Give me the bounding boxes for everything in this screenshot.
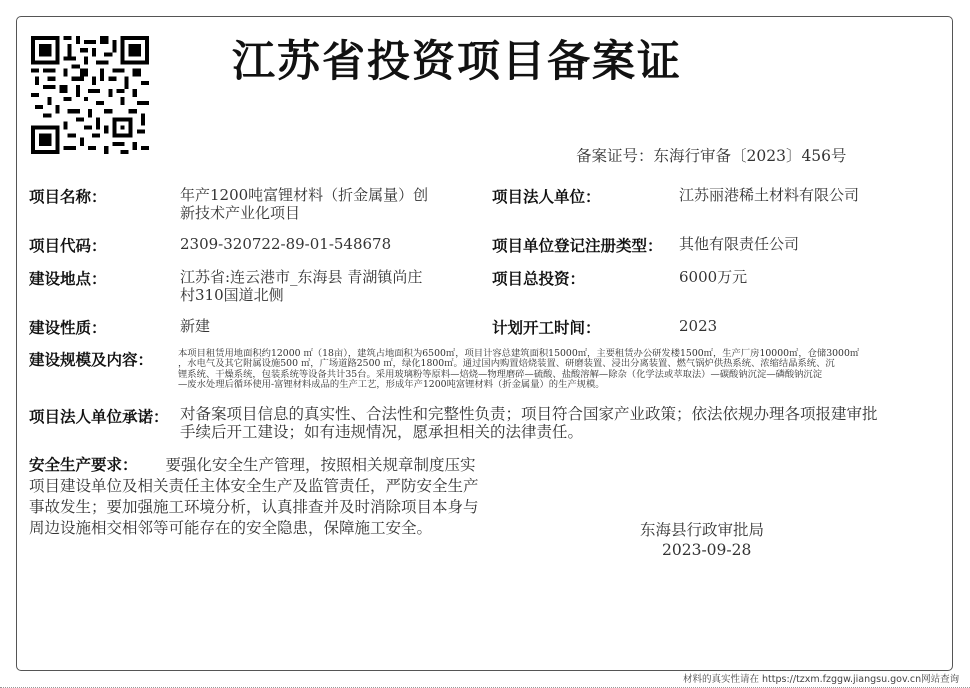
safety-label: 安全生产要求： [29,456,138,474]
safety-text: 要强化安全生产管理，按照相关规章制度压实项目建设单位及相关责任主体安全生产及监管责任，严防安全生产事故发生；要加强施工环境分析，认真排查并及时消除项目本身与周边设施相交相邻等可能存在的安全隐患，保障施工安全。 [29,456,479,537]
location-line2: 村310国道北侧 [180,286,284,304]
scale-line: ，水电气及其它附属设施500 ㎡，广场道路2500 ㎡，绿化1800㎡。通过国内购置焙烧装置、研磨装置、浸出分离装置、燃气锅炉供热系统、浓缩结晶系统、沉 [178,358,835,370]
total-investment-value: 6000万元 [679,268,748,286]
scale-content-text [178,349,918,391]
legal-entity-value: 江苏丽港稀土材料有限公司 [679,186,860,204]
scale-content-label: 建设规模及内容： [29,351,154,369]
project-name-line1: 年产1200吨富锂材料（折金属量）创 [180,186,429,204]
location-label: 建设地点： [29,270,107,288]
record-number: 备案证号：东海行审备〔2023〕456号 [576,147,847,165]
issue-date: 2023-09-28 [662,541,752,559]
verification-note: 材料的真实性请在 https://tzxm.fzggw.jiangsu.gov.cn网站查询 [683,674,960,685]
commitment-line1: 对备案项目信息的真实性、合法性和完整性负责；项目符合国家产业政策；依法依规办理各项报建审批 [180,405,878,423]
issuer-name: 东海县行政审批局 [640,521,765,539]
commitment-line2: 手续后开工建设；如有违规情况，愿承担相关的法律责任。 [180,423,584,441]
registration-type-value: 其他有限责任公司 [679,235,800,253]
scale-line: 本项目租赁用地面积约12000 ㎡（18亩），建筑占地面积为6500㎡，项目计容总建筑面积15000㎡，主要租赁办公研发楼1500㎡，生产厂房10000㎡，仓储3000㎡ [178,348,860,359]
project-code-label: 项目代码： [29,237,107,255]
construction-nature-value: 新建 [180,317,211,335]
planned-start-value: 2023 [679,317,718,335]
construction-nature-label: 建设性质： [29,319,107,337]
project-name-value [180,186,428,222]
commitment-text [180,405,920,441]
project-name-label: 项目名称： [29,188,107,206]
scale-line: 锂系统、干燥系统，包装系统等设备共计35台。采用玻璃粉等原料—焙烧—物理磨碎—硫酸、盐酸溶解—除杂（化学法或萃取法）—碳酸钠沉淀—磷酸钠沉淀 [178,368,823,380]
project-code-value: 2309-320722-89-01-548678 [180,235,392,253]
planned-start-label: 计划开工时间： [492,319,601,337]
total-investment-label: 项目总投资： [492,270,586,288]
registration-type-label: 项目单位登记注册类型： [492,237,663,255]
certificate-border [16,16,953,671]
qr-code-icon [31,35,149,155]
commitment-label: 项目法人单位承诺： [29,408,169,426]
legal-entity-label: 项目法人单位： [492,188,601,206]
location-line1: 江苏省:连云港市_东海县 青湖镇尚庄 [180,268,423,286]
certificate-title: 江苏省投资项目备案证 [232,37,682,87]
safety-requirements [29,455,484,539]
location-value [180,268,422,304]
scale-line: —废水处理后循环使用-富锂材料成品的生产工艺，形成年产1200吨富锂材料（折金属量）的生产规模。 [178,379,605,391]
project-name-line2: 新技术产业化项目 [180,204,301,222]
